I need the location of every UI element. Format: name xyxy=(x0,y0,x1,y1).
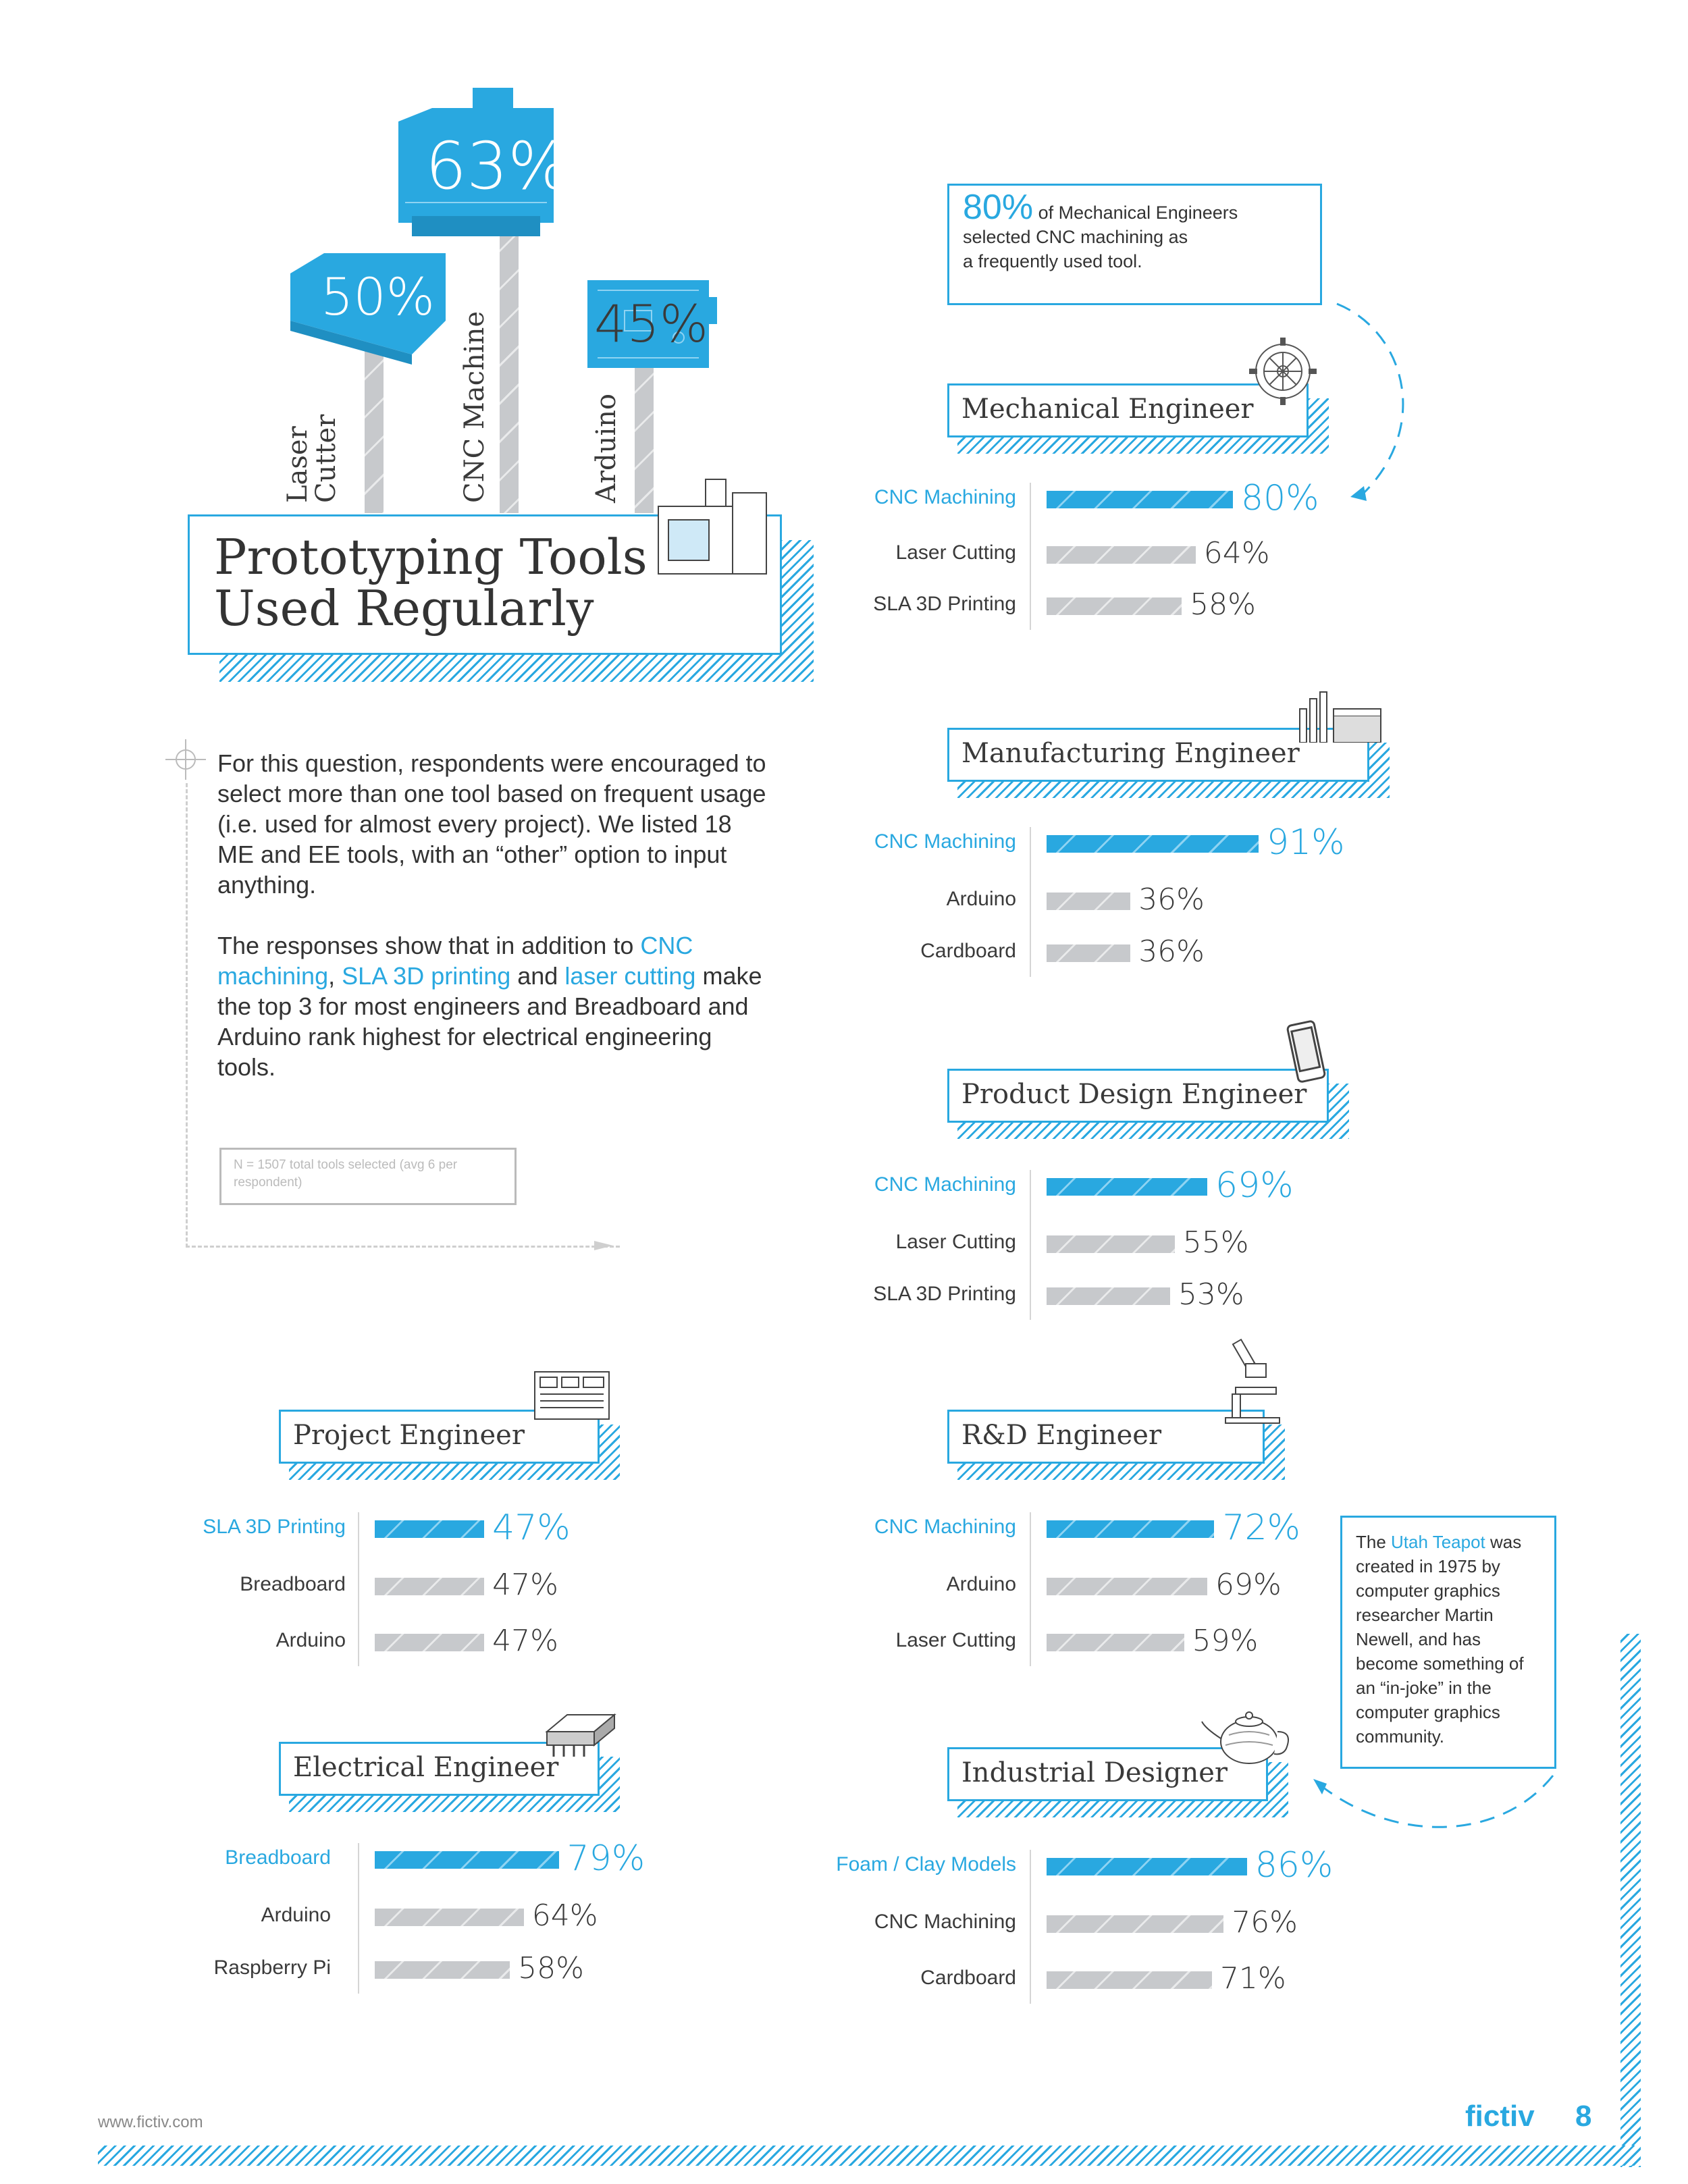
gear-icon xyxy=(1246,334,1320,408)
mfg-engineer-box: Manufacturing Engineer xyxy=(947,728,1369,782)
intro-paragraph-1: For this question, respondents were encouraged to select more than one tool based on frequent usage (i.e. used for almost every project). We listed 18 ME and EE tools, with an “other” option to input anything. xyxy=(217,749,766,899)
laser-cutter-pole xyxy=(365,351,384,513)
bar-value-label: 71% xyxy=(1219,1961,1286,1996)
bar-value-label: 58% xyxy=(1190,587,1256,622)
arduino-pole xyxy=(635,365,654,513)
bar xyxy=(1047,491,1233,508)
bar-value-label: 55% xyxy=(1182,1225,1249,1260)
teapot-icon xyxy=(1198,1701,1300,1769)
bar-label: Arduino xyxy=(261,1904,331,1926)
bar-value-label: 64% xyxy=(531,1898,598,1933)
chart-axis-separator xyxy=(1030,1512,1031,1666)
mech-callout-line2: selected CNC machining as xyxy=(963,227,1188,247)
bar xyxy=(1047,893,1130,910)
teapot-note-box: The Utah Teapot was created in 1975 by computer graphics researcher Martin Newell, and has become something of an “in-joke” in the computer graphics community. xyxy=(1340,1516,1556,1769)
industrial-designer-box: Industrial Designer xyxy=(947,1747,1268,1801)
bar-label: SLA 3D Printing xyxy=(203,1516,346,1538)
bar xyxy=(1047,1235,1175,1253)
page-title-line1: Prototyping Tools xyxy=(214,529,648,585)
bar-value-label: 69% xyxy=(1215,1165,1294,1206)
bar-label: Cardboard xyxy=(920,1967,1016,1989)
bar xyxy=(1047,1178,1207,1196)
callout-arrow-icon xyxy=(1323,290,1438,506)
arrow-right-icon xyxy=(594,1235,621,1256)
bar-value-label: 86% xyxy=(1255,1845,1334,1886)
bar-label: CNC Machining xyxy=(874,1911,1016,1933)
bar xyxy=(1047,1858,1247,1875)
chart-axis-separator xyxy=(1030,1850,1031,2004)
bar-value-label: 76% xyxy=(1232,1905,1298,1940)
page-number: 8 xyxy=(1575,2100,1592,2133)
bar-label: Raspberry Pi xyxy=(213,1956,331,1979)
arduino-label: Arduino xyxy=(591,393,622,503)
bar xyxy=(375,1520,484,1538)
bar-value-label: 58% xyxy=(518,1951,584,1986)
bar xyxy=(375,1961,510,1979)
cnc-machine-drawing-icon xyxy=(652,473,773,581)
bar xyxy=(1047,546,1196,564)
laser-cutting-link: laser cutting xyxy=(564,962,696,990)
bar xyxy=(1047,1971,1212,1989)
bar-value-label: 53% xyxy=(1178,1277,1244,1312)
bar xyxy=(1047,1287,1170,1305)
bar-value-label: 91% xyxy=(1266,822,1345,863)
bar-label: Laser Cutting xyxy=(895,541,1016,564)
footer-url[interactable]: www.fictiv.com xyxy=(98,2113,203,2131)
cnc-machine-pole xyxy=(500,223,519,513)
mech-engineer-box: Mechanical Engineer xyxy=(947,383,1309,437)
chart-axis-separator xyxy=(1030,1170,1031,1320)
product-engineer-box: Product Design Engineer xyxy=(947,1069,1329,1123)
chart-axis-separator xyxy=(1030,483,1031,630)
bar xyxy=(1047,1915,1223,1933)
microscope-icon xyxy=(1219,1337,1286,1424)
bar-value-label: 64% xyxy=(1203,536,1270,570)
crosshair-icon xyxy=(165,739,206,780)
page-frame-bottom xyxy=(98,2146,1641,2166)
laser-cutter-label: Laser Cutter xyxy=(282,414,342,503)
sample-size-note: N = 1507 total tools selected (avg 6 per respondent) xyxy=(219,1148,517,1205)
sla-printing-link: SLA 3D printing xyxy=(342,962,511,990)
bar-value-label: 59% xyxy=(1192,1624,1259,1658)
bar-value-label: 47% xyxy=(492,1508,571,1548)
arduino-pct: 45% xyxy=(594,294,708,354)
chart-axis-separator xyxy=(358,1843,359,1994)
mech-callout-line3: a frequently used tool. xyxy=(963,251,1142,271)
bar-label: Laser Cutting xyxy=(895,1629,1016,1651)
bar xyxy=(1047,597,1182,615)
chart-axis-separator xyxy=(358,1512,359,1666)
bar-label: Arduino xyxy=(946,888,1016,910)
bar-label: CNC Machining xyxy=(874,1173,1016,1196)
bar-value-label: 80% xyxy=(1241,478,1319,518)
bar-label: CNC Machining xyxy=(874,830,1016,853)
microchip-icon xyxy=(540,1708,621,1762)
project-engineer-box: Project Engineer xyxy=(279,1410,600,1464)
cnc-machine-pct: 63% xyxy=(425,128,570,204)
page-title-line2: Used Regularly xyxy=(214,580,594,637)
page-frame-right xyxy=(1620,1634,1641,2167)
bar xyxy=(375,1909,524,1926)
bar-label: CNC Machining xyxy=(874,1516,1016,1538)
bar-value-label: 36% xyxy=(1138,934,1205,969)
bar-value-label: 72% xyxy=(1222,1508,1300,1548)
teapot-arrow-icon xyxy=(1296,1769,1566,1850)
bar-value-label: 36% xyxy=(1138,882,1205,917)
bar xyxy=(1047,1634,1184,1651)
laser-cutter-pct: 50% xyxy=(321,267,435,327)
bar-value-label: 47% xyxy=(492,1624,558,1658)
cnc-machine-label: CNC Machine xyxy=(459,311,490,503)
bar xyxy=(1047,835,1259,853)
bar-label: Breadboard xyxy=(240,1573,346,1595)
bar-value-label: 47% xyxy=(492,1568,558,1602)
mech-callout-box xyxy=(947,184,1322,305)
electrical-engineer-box: Electrical Engineer xyxy=(279,1742,600,1796)
bar-value-label: 79% xyxy=(566,1838,645,1879)
cnc-machining-link: CNC machining xyxy=(217,932,693,990)
factory-icon xyxy=(1296,689,1384,743)
bar-label: SLA 3D Printing xyxy=(873,593,1016,615)
bar-label: SLA 3D Printing xyxy=(873,1283,1016,1305)
control-panel-icon xyxy=(533,1370,611,1421)
bar-label: Laser Cutting xyxy=(895,1231,1016,1253)
note-frame-mask-h xyxy=(243,1141,493,1215)
bar-label: Foam / Clay Models xyxy=(836,1853,1016,1875)
bar xyxy=(1047,1578,1207,1595)
utah-teapot-link: Utah Teapot xyxy=(1391,1532,1485,1552)
bar-label: Breadboard xyxy=(225,1846,331,1869)
bar-label: Arduino xyxy=(946,1573,1016,1595)
intro-paragraph-2: The responses show that in addition to CNC machining, SLA 3D printing and laser cutting make the top 3 for most engineers and Breadboard and Arduino rank highest for electrical engineering tools. xyxy=(217,932,762,1081)
bar xyxy=(375,1578,484,1595)
mech-callout-line1: of Mechanical Engineers xyxy=(1038,203,1238,223)
chart-axis-separator xyxy=(1030,827,1031,977)
smartphone-icon xyxy=(1283,1019,1330,1087)
bar xyxy=(1047,944,1130,962)
mech-callout-pct: 80% xyxy=(963,188,1034,227)
bar xyxy=(1047,1520,1214,1538)
rnd-engineer-box: R&D Engineer xyxy=(947,1410,1265,1464)
intro-text xyxy=(217,748,771,1082)
bar xyxy=(375,1634,484,1651)
bar-label: CNC Machining xyxy=(874,486,1016,508)
bar-label: Arduino xyxy=(275,1629,346,1651)
bar-label: Cardboard xyxy=(920,940,1016,962)
bar-value-label: 69% xyxy=(1215,1568,1282,1602)
bar xyxy=(375,1851,559,1869)
brand-logo: fictiv xyxy=(1465,2100,1535,2133)
